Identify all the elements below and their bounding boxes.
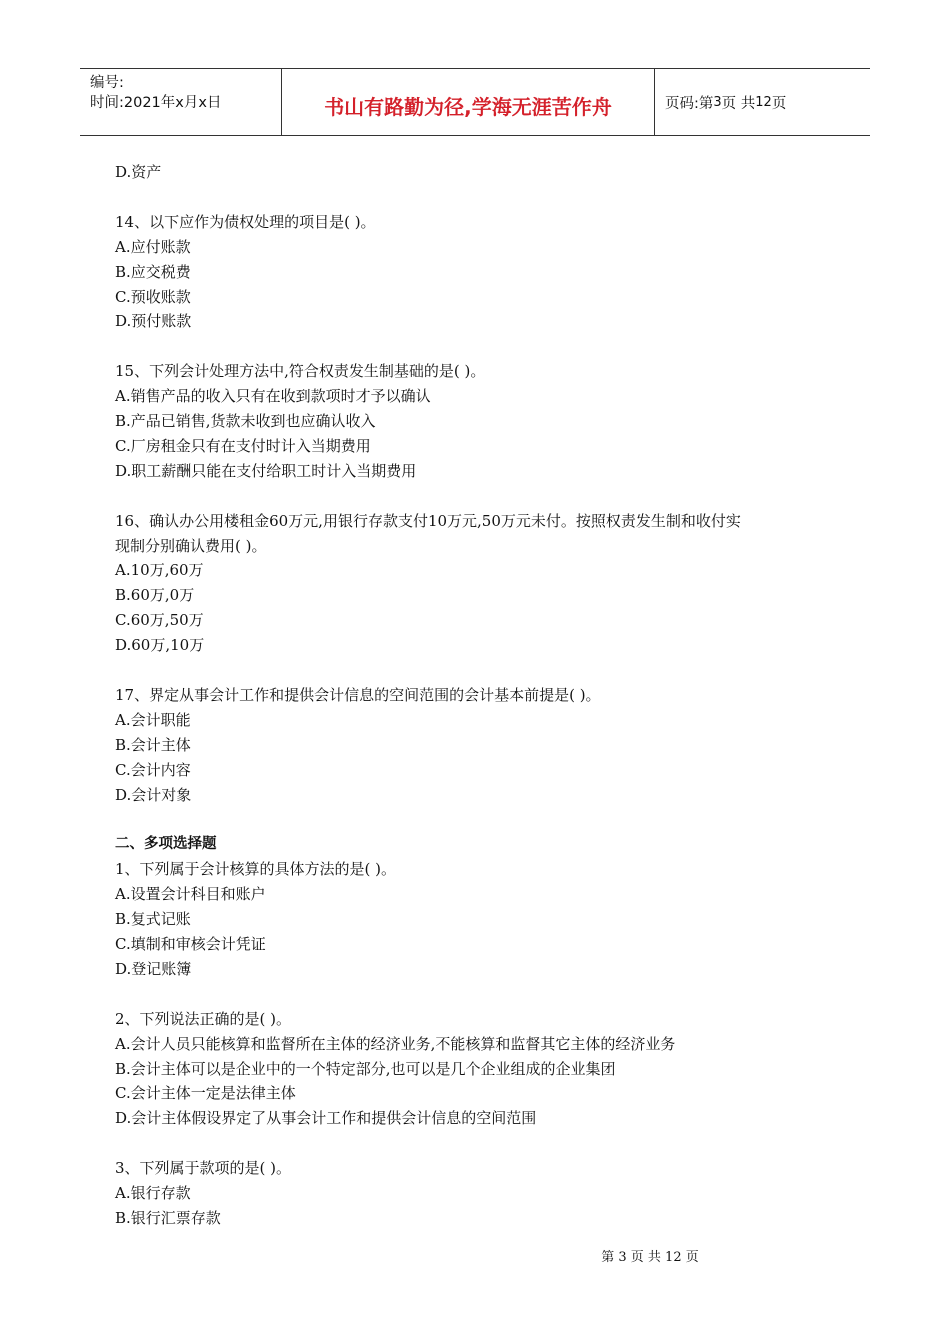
option-line: B.产品已销售,货款未收到也应确认收入 [115,412,376,431]
option-line: A.应付账款 [115,237,191,256]
option-line: A.会计职能 [115,710,191,729]
option-line: C.会计主体一定是法律主体 [115,1084,296,1103]
option-line: B.应交税费 [115,262,191,281]
question-16-cont: 现制分别确认费用( )。 [115,536,267,555]
question-17: 17、界定从事会计工作和提供会计信息的空间范围的会计基本前提是( )。 [115,685,601,704]
page-header [80,68,870,136]
option-line: A.会计人员只能核算和监督所在主体的经济业务,不能核算和监督其它主体的经济业务 [115,1034,676,1053]
option-line: B.会计主体 [115,735,191,754]
option-line: A.银行存款 [115,1184,191,1203]
option-line: C.会计内容 [115,760,191,779]
option-line: D.职工薪酬只能在支付给职工时计入当期费用 [115,461,417,480]
option-line: C.60万,50万 [115,611,204,630]
multi-question-3: 3、下列属于款项的是( )。 [115,1159,292,1178]
option-line: C.填制和审核会计凭证 [115,935,266,954]
option-line: A.10万,60万 [115,561,204,580]
option-line: D.资产 [115,163,162,181]
page-mid: 页 共 [721,95,756,112]
option-line: B.60万,0万 [115,586,195,605]
multi-question-2: 2、下列说法正确的是( )。 [115,1009,292,1028]
footer-page-text: 第 3 页 共 12 页 [601,1250,699,1265]
page-total: 12 [755,94,772,110]
option-line: A.设置会计科目和账户 [115,885,266,904]
option-line: D.登记账簿 [115,959,192,978]
question-14: 14、以下应作为债权处理的项目是( )。 [115,212,376,231]
code-label: 编号: [90,75,124,91]
option-line: C.预收账款 [115,287,191,306]
option-line: D.预付账款 [115,312,192,331]
header-page-cell [655,69,870,135]
option-line: B.银行汇票存款 [115,1208,221,1227]
time-label: 时间:2021年x月x日 [90,95,222,111]
option-line: D.60万,10万 [115,636,205,655]
section-heading: 二、多项选择题 [115,836,217,853]
page-suffix: 页 [771,95,787,112]
option-line: D.会计主体假设界定了从事会计工作和提供会计信息的空间范围 [115,1109,537,1128]
option-line: B.复式记账 [115,910,191,929]
motto-text: 书山有路勤为径,学海无涯苦作舟 [324,94,612,119]
multi-question-1: 1、下列属于会计核算的具体方法的是( )。 [115,860,397,879]
page-number: 3 [713,94,722,110]
page-prefix: 页码:第 [665,95,714,112]
header-motto-cell [282,69,655,135]
header-info-cell [80,69,282,135]
option-line: D.会计对象 [115,785,192,804]
option-line: A.销售产品的收入只有在收到款项时才予以确认 [115,387,431,406]
option-line: C.厂房租金只有在支付时计入当期费用 [115,436,371,455]
document-body [115,160,855,1231]
page-footer [0,1246,950,1265]
question-16: 16、确认办公用楼租金60万元,用银行存款支付10万元,50万元未付。按照权责发生制和收付实 [115,511,741,530]
question-15: 15、下列会计处理方法中,符合权责发生制基础的是( )。 [115,362,486,381]
option-line: B.会计主体可以是企业中的一个特定部分,也可以是几个企业组成的企业集团 [115,1059,616,1078]
